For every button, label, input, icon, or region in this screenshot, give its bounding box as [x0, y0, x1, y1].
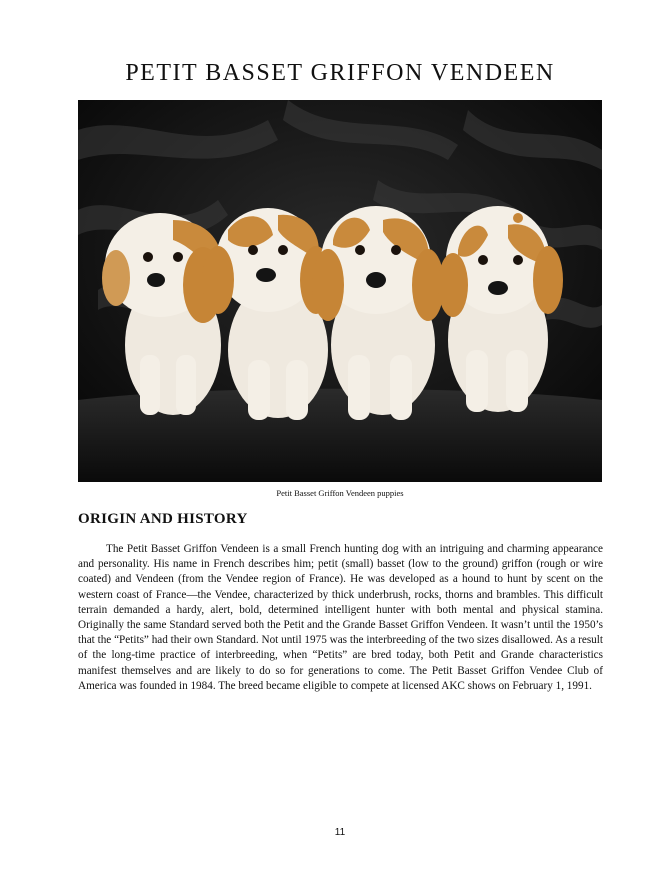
puppies-illustration	[78, 100, 602, 482]
section-paragraph: The Petit Basset Griffon Vendeen is a small French hunting dog with an intriguing and charming appearance and personality. His name in French describes him; petit (small) basset (low to the ground) griffon (rough or wire coated) and Vendeen (from the Vendee region of France). He was developed as a hound to hunt by scent on the western coast of France—the Vendee, characterized by thick underbrush, rocks, thorns and brambles. This difficult terrain demanded a hardy, alert, bold, determined intelligent hunter with both mental and physical stamina. Originally the same Standard served both the Petit and the Grande Basset Griffon Vendeen. It wasn’t until the 1950’s that the “Petits” had their own Standard. Not until 1975 was the interbreeding of the two sizes disallowed. As a result of the long-time practice of interbreeding, when “Petits” are bred today, both Petit and Grande characteristics manifest themselves and are likely to do so for generations to come. The Petit Basset Griffon Vendee Club of America was founded in 1984. The breed became eligible to compete at licensed AKC shows on February 1, 1991.	[78, 543, 603, 692]
photo-caption: Petit Basset Griffon Vendeen puppies	[276, 488, 404, 498]
section-heading: ORIGIN AND HISTORY	[78, 511, 248, 527]
page-number: 11	[334, 827, 346, 838]
puppies-photo	[78, 100, 602, 482]
page-title: PETIT BASSET GRIFFON VENDEEN	[125, 60, 555, 86]
